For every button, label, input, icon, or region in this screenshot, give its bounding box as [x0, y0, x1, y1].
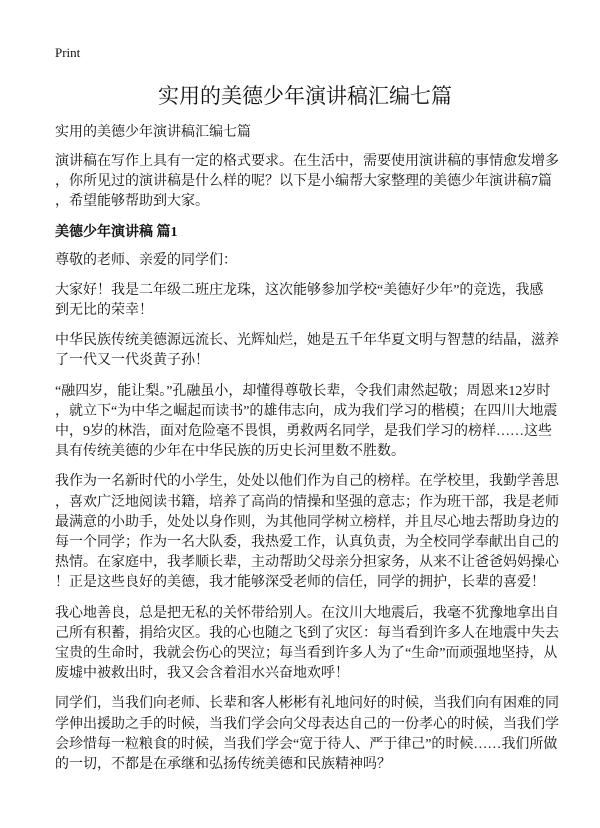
text-line: 我心地善良，总是把无私的关怀带给别人。在汶川大地震后，我毫不犹豫地拿出自: [55, 605, 559, 621]
text-line: 废墟中被救出时，我又会含着泪水兴奋地欢呼！: [55, 666, 349, 682]
text-line: 己所有积蓄，捐给灾区。我的心也随之飞到了灾区：每当看到许多人在地震中失去: [55, 625, 559, 641]
text-line: 具有传统美德的少年在中华民族的历史长河里数不胜数。: [55, 444, 405, 460]
text-line: ，希望能够帮助到大家。: [55, 194, 209, 210]
paragraph: [55, 472, 559, 593]
text-line: 到无比的荣幸！: [55, 303, 153, 319]
text-line: 宝贵的生命时，我就会伤心的哭泣；每当看到许多人为了“生命”而顽强地坚持，从: [55, 646, 558, 662]
text-line: 每一个同学；作为一名大队委，我热爱工作，认真负责，为全校同学奉献出自己的: [55, 535, 559, 551]
print-link[interactable]: Print: [55, 45, 81, 60]
text-line: 我作为一名新时代的小学生，处处以他们作为自己的榜样。在学校里，我勤学善思: [55, 474, 559, 490]
text-line: 最满意的小助手，处处以身作则，为其他同学树立榜样，并且尽心地去帮助身边的: [55, 514, 559, 530]
text-line: 大家好！我是二年级二班庄龙珠，这次能够参加学校“美德好少年”的竞选，我感: [55, 282, 544, 298]
text-line: ，你所见过的演讲稿是什么样的呢？以下是小编帮大家整理的美德少年演讲稿7篇: [55, 174, 552, 190]
text-line: 会珍惜每一粒粮食的时候，当我们学会“宽于待人、严于律己”的时候……我们所做: [55, 736, 558, 752]
text-line: 学伸出援助之手的时候，当我们学会向父母表达自己的一份孝心的时候，当我们学: [55, 716, 559, 732]
text-line: 热情。在家庭中，我孝顺长辈，主动帮助父母亲分担家务，从来不让爸爸妈妈操心: [55, 555, 559, 571]
document: [55, 45, 559, 785]
text-line: 了一代又一代炎黄子孙！: [55, 353, 209, 369]
section-heading: 美德少年演讲稿 篇1: [55, 224, 178, 240]
text-line: “融四岁，能让梨。”孔融虽小，却懂得尊敬长辈，令我们肃然起敬；周恩来12岁时: [55, 383, 551, 399]
text-line: 中，9岁的林浩，面对危险毫不畏惧，勇救两名同学，是我们学习的榜样……这些: [55, 424, 552, 440]
paragraph: [55, 604, 559, 685]
text-line: 中华民族传统美德源远流长、光辉灿烂，她是五千年华夏文明与智慧的结晶，滋养: [55, 333, 559, 349]
paragraph: [55, 251, 555, 271]
text-line: ，就立下“为中华之崛起而读书”的雄伟志向，成为我们学习的楷模；在四川大地震: [55, 403, 558, 419]
text-line: 的一切，不都是在承继和弘扬传统美德和民族精神吗？: [55, 757, 391, 773]
paragraph: [55, 281, 555, 321]
speech-body: [55, 251, 559, 776]
text-line: 尊敬的老师、亲爱的同学们：: [55, 252, 237, 268]
text-line: ！正是这些良好的美德，我才能够深受老师的信任，同学的拥护，长辈的喜爱！: [55, 575, 545, 591]
text-line: ，喜欢广泛地阅读书籍，培养了高尚的情操和坚强的意志；作为班干部，我是老师: [55, 494, 559, 510]
document-subtitle: 实用的美德少年演讲稿汇编七篇: [55, 125, 251, 140]
paragraph: [55, 694, 559, 775]
paragraph: [55, 382, 558, 463]
document-title: 实用的美德少年演讲稿汇编七篇: [158, 84, 452, 108]
text-line: 同学们，当我们向老师、长辈和客人彬彬有礼地问好的时候，当我们向有困难的同: [55, 696, 559, 712]
intro-paragraph: [55, 152, 559, 213]
paragraph: [55, 331, 559, 371]
text-line: 演讲稿在写作上具有一定的格式要求。在生活中，需要使用演讲稿的事情愈发增多: [55, 154, 559, 169]
